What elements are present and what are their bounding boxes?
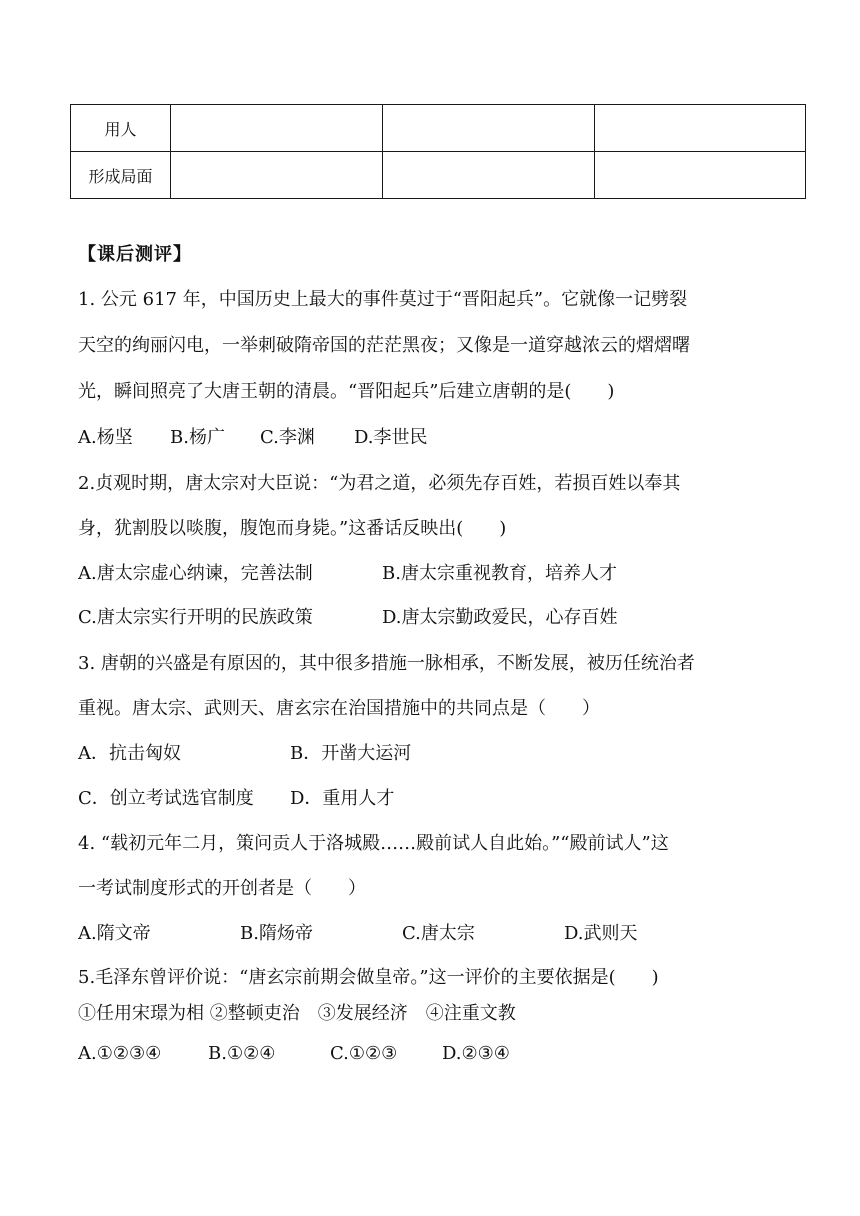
question-2-options-row-2 (78, 606, 618, 630)
table-cell (383, 105, 595, 152)
row-label-yongren: 用人 (71, 105, 171, 152)
q3-option-c: C．创立考试选官制度 (78, 788, 254, 809)
q5-option-a: A.①②③④ (78, 1043, 162, 1064)
question-3-options-row-2 (78, 787, 394, 811)
q5-option-b: B.①②④ (208, 1043, 276, 1064)
question-1-options (78, 426, 428, 450)
table-cell (171, 152, 383, 199)
summary-table (70, 104, 805, 199)
q2-option-b: B.唐太宗重视教育，培养人才 (382, 563, 617, 584)
q1-option-a: A.杨坚 (78, 427, 133, 448)
question-3-line-2: 重视。唐太宗、武则天、唐玄宗在治国措施中的共同点是（ ） (78, 698, 600, 719)
question-3-line-1: 3. 唐朝的兴盛是有原因的，其中很多措施一脉相承，不断发展，被历任统治者 (78, 653, 695, 674)
q2-option-c: C.唐太宗实行开明的民族政策 (78, 607, 313, 628)
table-cell (595, 152, 806, 199)
q2-option-d: D.唐太宗勤政爱民，心存百姓 (382, 607, 618, 628)
section-title: 【课后测评】 (78, 244, 192, 265)
q3-option-d: D．重用人才 (290, 788, 395, 809)
question-3-options-row-1 (78, 742, 411, 766)
table-cell (383, 152, 595, 199)
table-row (71, 152, 806, 199)
question-5-line-2: ①任用宋璟为相 ②整顿吏治 ③发展经济 ④注重文教 (78, 1003, 516, 1024)
q4-option-a: A.隋文帝 (78, 923, 151, 944)
question-1-line-2: 天空的绚丽闪电，一举刺破隋帝国的茫茫黑夜；又像是一道穿越浓云的熠熠曙 (78, 335, 690, 356)
q1-option-d: D.李世民 (354, 427, 428, 448)
q5-option-c: C.①②③ (330, 1043, 398, 1064)
q4-option-b: B.隋炀帝 (240, 923, 313, 944)
question-1-line-3: 光，瞬间照亮了大唐王朝的清晨。“晋阳起兵”后建立唐朝的是( ) (78, 381, 615, 402)
q1-option-c: C.李渊 (260, 427, 315, 448)
q4-option-c: C.唐太宗 (402, 923, 475, 944)
question-4-options (78, 922, 638, 946)
q2-option-a: A.唐太宗虚心纳谏，完善法制 (78, 563, 313, 584)
question-5-options (78, 1042, 510, 1066)
q1-option-b: B.杨广 (170, 427, 225, 448)
question-4-line-2: 一考试制度形式的开创者是（ ） (78, 878, 366, 899)
question-1-line-1: 1. 公元 617 年，中国历史上最大的事件莫过于“晋阳起兵”。它就像一记劈裂 (78, 289, 688, 310)
table-row (71, 105, 806, 152)
question-2-line-1: 2.贞观时期，唐太宗对大臣说：“为君之道，必须先存百姓，若损百姓以奉其 (78, 473, 681, 494)
question-5-line-1: 5.毛泽东曾评价说：“唐玄宗前期会做皇帝。”这一评价的主要依据是( ) (78, 967, 659, 988)
q4-option-d: D.武则天 (564, 923, 638, 944)
question-2-line-2: 身，犹割股以啖腹，腹饱而身毙。”这番话反映出( ) (78, 518, 507, 539)
q5-option-d: D.②③④ (442, 1043, 510, 1064)
q3-option-a: A．抗击匈奴 (78, 743, 181, 764)
table-cell (595, 105, 806, 152)
table-cell (171, 105, 383, 152)
question-4-line-1: 4. “载初元年二月，策问贡人于洛城殿……殿前试人自此始。”“殿前试人”这 (78, 833, 669, 854)
row-label-xingcheng-jumian: 形成局面 (71, 152, 171, 199)
q3-option-b: B．开凿大运河 (290, 743, 412, 764)
question-2-options-row-1 (78, 562, 617, 586)
